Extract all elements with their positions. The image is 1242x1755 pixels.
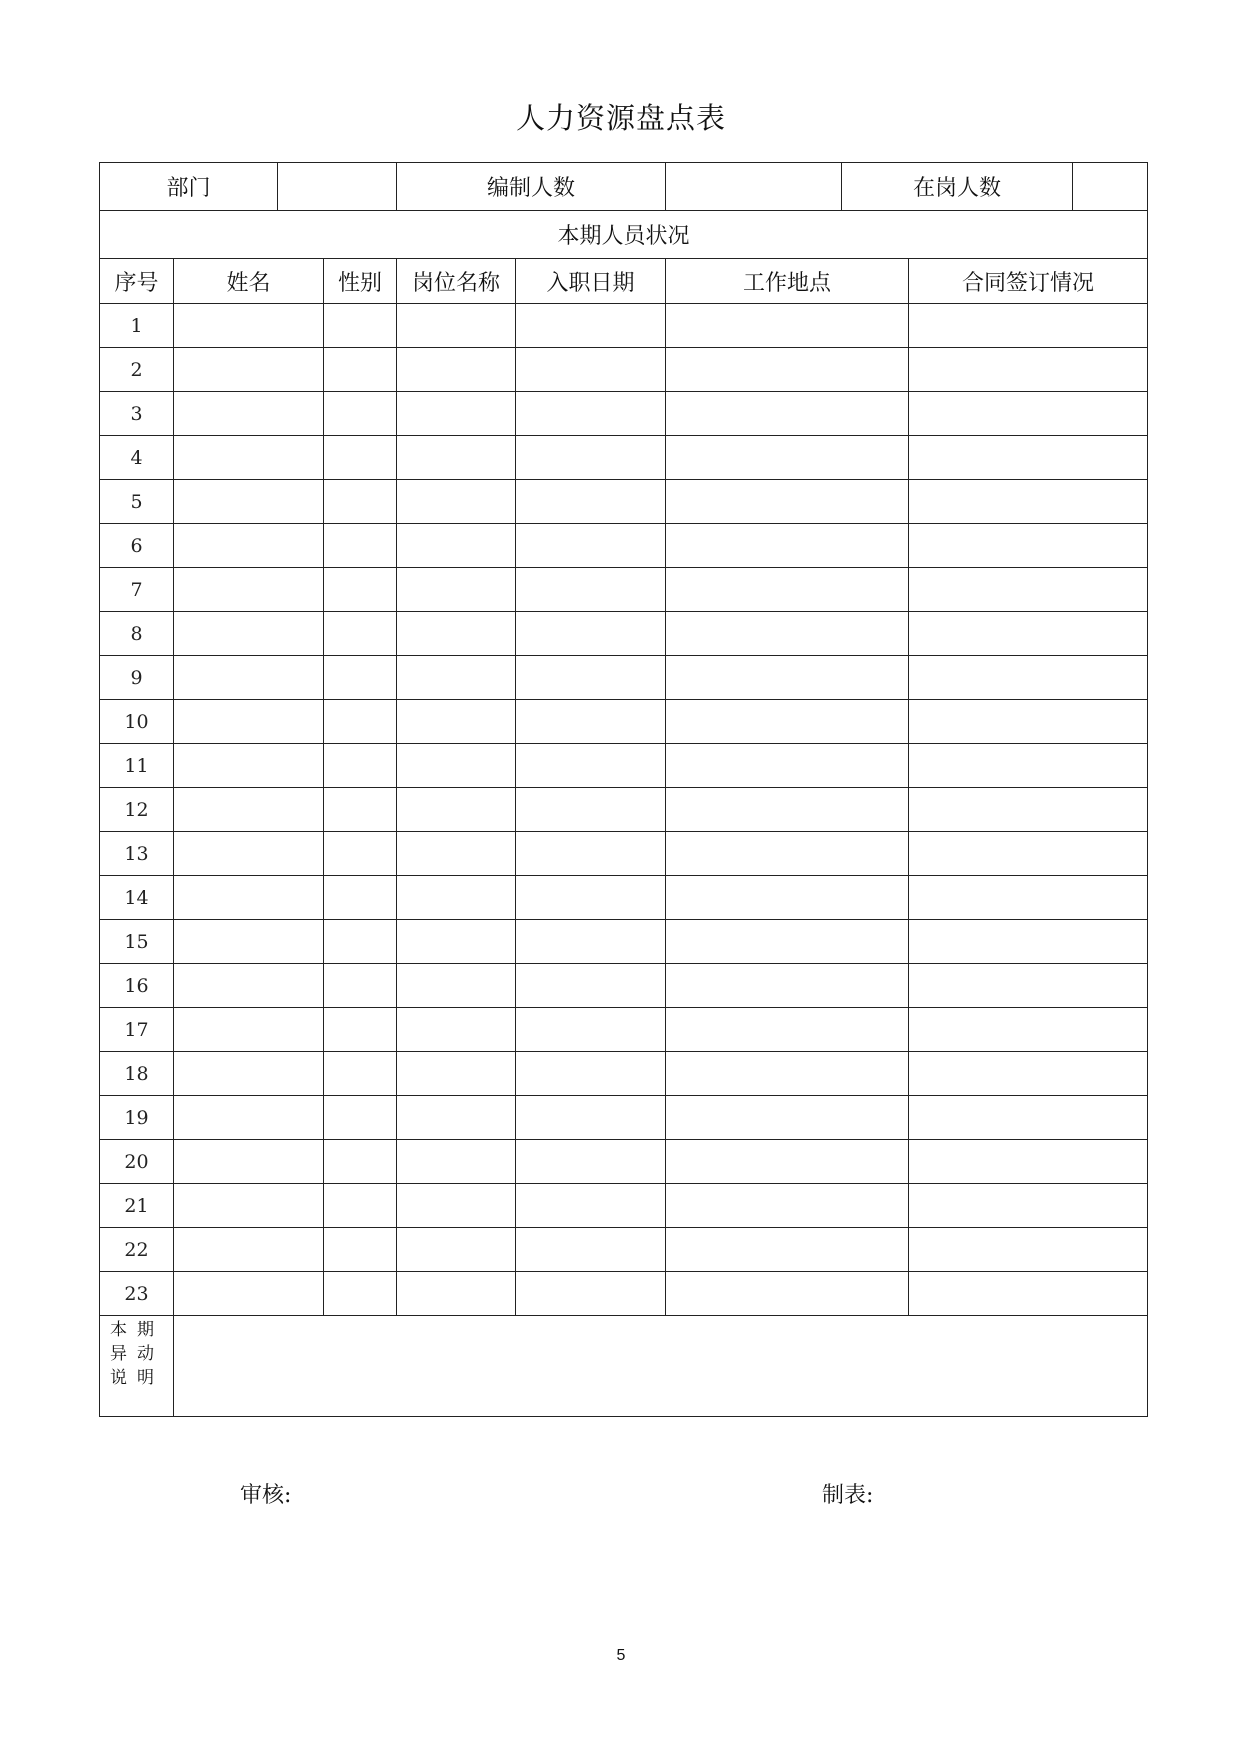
gender-cell[interactable] — [324, 744, 397, 788]
headcount-plan-label: 编制人数 — [397, 163, 666, 211]
notes-field[interactable] — [174, 1316, 1148, 1417]
document-title: 人力资源盘点表 — [515, 101, 726, 135]
gender-cell[interactable] — [324, 1184, 397, 1228]
row-number: 7 — [100, 568, 174, 612]
inventory-table — [99, 162, 1148, 1417]
row-number: 12 — [100, 788, 174, 832]
table-row — [100, 1184, 1148, 1228]
work-location-cell[interactable] — [666, 1096, 909, 1140]
name-cell[interactable] — [174, 832, 324, 876]
row-number: 16 — [100, 964, 174, 1008]
work-location-cell[interactable] — [666, 480, 909, 524]
header-row — [100, 163, 1148, 211]
gender-cell[interactable] — [324, 656, 397, 700]
table-row — [100, 524, 1148, 568]
column-header-hire-date: 入职日期 — [516, 259, 666, 304]
hire-date-cell[interactable] — [516, 1052, 666, 1096]
table-row — [100, 348, 1148, 392]
table-row — [100, 1140, 1148, 1184]
hire-date-cell[interactable] — [516, 568, 666, 612]
contract-status-cell[interactable] — [909, 788, 1148, 832]
gender-cell[interactable] — [324, 392, 397, 436]
on-duty-field[interactable] — [1073, 163, 1148, 211]
row-number: 1 — [100, 304, 174, 348]
gender-cell[interactable] — [324, 788, 397, 832]
table-row — [100, 744, 1148, 788]
name-cell[interactable] — [174, 1096, 324, 1140]
row-number: 14 — [100, 876, 174, 920]
contract-status-cell[interactable] — [909, 1272, 1148, 1316]
gender-cell[interactable] — [324, 480, 397, 524]
gender-cell[interactable] — [324, 1008, 397, 1052]
contract-status-cell[interactable] — [909, 1228, 1148, 1272]
gender-cell[interactable] — [324, 436, 397, 480]
gender-cell[interactable] — [324, 304, 397, 348]
row-number: 20 — [100, 1140, 174, 1184]
row-number: 3 — [100, 392, 174, 436]
table-row — [100, 876, 1148, 920]
column-header-name: 姓名 — [174, 259, 324, 304]
gender-cell[interactable] — [324, 920, 397, 964]
position-cell[interactable] — [397, 788, 516, 832]
row-number: 4 — [100, 436, 174, 480]
position-cell[interactable] — [397, 1140, 516, 1184]
name-cell[interactable] — [174, 964, 324, 1008]
position-cell[interactable] — [397, 1228, 516, 1272]
hire-date-cell[interactable] — [516, 348, 666, 392]
row-number: 9 — [100, 656, 174, 700]
contract-status-cell[interactable] — [909, 1184, 1148, 1228]
name-cell[interactable] — [174, 788, 324, 832]
table-row — [100, 700, 1148, 744]
work-location-cell[interactable] — [666, 568, 909, 612]
work-location-cell[interactable] — [666, 1228, 909, 1272]
position-cell[interactable] — [397, 656, 516, 700]
gender-cell[interactable] — [324, 612, 397, 656]
position-cell[interactable] — [397, 1096, 516, 1140]
gender-cell[interactable] — [324, 832, 397, 876]
work-location-cell[interactable] — [666, 920, 909, 964]
name-cell[interactable] — [174, 1184, 324, 1228]
position-cell[interactable] — [397, 612, 516, 656]
table-row — [100, 920, 1148, 964]
hire-date-cell[interactable] — [516, 480, 666, 524]
work-location-cell[interactable] — [666, 788, 909, 832]
gender-cell[interactable] — [324, 1272, 397, 1316]
review-signature-label: 审核: — [240, 1483, 292, 1508]
position-cell[interactable] — [397, 436, 516, 480]
table-row — [100, 436, 1148, 480]
hire-date-cell[interactable] — [516, 744, 666, 788]
row-number: 2 — [100, 348, 174, 392]
position-cell[interactable] — [397, 480, 516, 524]
hire-date-cell[interactable] — [516, 392, 666, 436]
contract-status-cell[interactable] — [909, 656, 1148, 700]
name-cell[interactable] — [174, 744, 324, 788]
row-number: 13 — [100, 832, 174, 876]
department-field[interactable] — [278, 163, 397, 211]
table-row — [100, 480, 1148, 524]
name-cell[interactable] — [174, 1272, 324, 1316]
contract-status-cell[interactable] — [909, 392, 1148, 436]
contract-status-cell[interactable] — [909, 744, 1148, 788]
hire-date-cell[interactable] — [516, 964, 666, 1008]
work-location-cell[interactable] — [666, 348, 909, 392]
row-number: 21 — [100, 1184, 174, 1228]
hire-date-cell[interactable] — [516, 1096, 666, 1140]
name-cell[interactable] — [174, 348, 324, 392]
contract-status-cell[interactable] — [909, 1052, 1148, 1096]
position-cell[interactable] — [397, 1272, 516, 1316]
gender-cell[interactable] — [324, 524, 397, 568]
gender-cell[interactable] — [324, 348, 397, 392]
gender-cell[interactable] — [324, 964, 397, 1008]
row-number: 15 — [100, 920, 174, 964]
on-duty-label: 在岗人数 — [842, 163, 1073, 211]
row-number: 5 — [100, 480, 174, 524]
hire-date-cell[interactable] — [516, 1184, 666, 1228]
name-cell[interactable] — [174, 480, 324, 524]
position-cell[interactable] — [397, 1184, 516, 1228]
row-number: 17 — [100, 1008, 174, 1052]
position-cell[interactable] — [397, 348, 516, 392]
contract-status-cell[interactable] — [909, 876, 1148, 920]
hire-date-cell[interactable] — [516, 1140, 666, 1184]
table-row — [100, 1096, 1148, 1140]
contract-status-cell[interactable] — [909, 1008, 1148, 1052]
row-number: 6 — [100, 524, 174, 568]
contract-status-cell[interactable] — [909, 700, 1148, 744]
column-header-index: 序号 — [100, 259, 174, 304]
gender-cell[interactable] — [324, 1052, 397, 1096]
contract-status-cell[interactable] — [909, 832, 1148, 876]
position-cell[interactable] — [397, 832, 516, 876]
headcount-plan-field[interactable] — [666, 163, 842, 211]
work-location-cell[interactable] — [666, 1184, 909, 1228]
work-location-cell[interactable] — [666, 656, 909, 700]
contract-status-cell[interactable] — [909, 1140, 1148, 1184]
work-location-cell[interactable] — [666, 1052, 909, 1096]
column-header-position: 岗位名称 — [397, 259, 516, 304]
work-location-cell[interactable] — [666, 1008, 909, 1052]
column-header-work-location: 工作地点 — [666, 259, 909, 304]
name-cell[interactable] — [174, 612, 324, 656]
name-cell[interactable] — [174, 436, 324, 480]
name-cell[interactable] — [174, 876, 324, 920]
name-cell[interactable] — [174, 920, 324, 964]
table-row — [100, 788, 1148, 832]
contract-status-cell[interactable] — [909, 964, 1148, 1008]
position-cell[interactable] — [397, 876, 516, 920]
name-cell[interactable] — [174, 1228, 324, 1272]
position-cell[interactable] — [397, 392, 516, 436]
column-header-gender: 性别 — [324, 259, 397, 304]
table-row — [100, 1008, 1148, 1052]
position-cell[interactable] — [397, 700, 516, 744]
section-title: 本期人员状况 — [100, 211, 1148, 259]
position-cell[interactable] — [397, 964, 516, 1008]
work-location-cell[interactable] — [666, 612, 909, 656]
table-row — [100, 304, 1148, 348]
row-number: 10 — [100, 700, 174, 744]
table-row — [100, 656, 1148, 700]
table-row — [100, 568, 1148, 612]
work-location-cell[interactable] — [666, 700, 909, 744]
table-row — [100, 1228, 1148, 1272]
notes-row — [100, 1316, 1148, 1417]
work-location-cell[interactable] — [666, 1272, 909, 1316]
work-location-cell[interactable] — [666, 392, 909, 436]
position-cell[interactable] — [397, 524, 516, 568]
hire-date-cell[interactable] — [516, 304, 666, 348]
name-cell[interactable] — [174, 700, 324, 744]
hire-date-cell[interactable] — [516, 524, 666, 568]
table-row — [100, 1272, 1148, 1316]
table-row — [100, 1052, 1148, 1096]
work-location-cell[interactable] — [666, 436, 909, 480]
prepared-by-label: 制表: — [822, 1483, 874, 1508]
name-cell[interactable] — [174, 1008, 324, 1052]
name-cell[interactable] — [174, 1140, 324, 1184]
gender-cell[interactable] — [324, 876, 397, 920]
row-number: 23 — [100, 1272, 174, 1316]
work-location-cell[interactable] — [666, 876, 909, 920]
department-label: 部门 — [100, 163, 278, 211]
hire-date-cell[interactable] — [516, 1008, 666, 1052]
hire-date-cell[interactable] — [516, 612, 666, 656]
work-location-cell[interactable] — [666, 524, 909, 568]
position-cell[interactable] — [397, 304, 516, 348]
work-location-cell[interactable] — [666, 744, 909, 788]
column-header-row — [100, 259, 1148, 304]
name-cell[interactable] — [174, 568, 324, 612]
table-row — [100, 832, 1148, 876]
work-location-cell[interactable] — [666, 304, 909, 348]
contract-status-cell[interactable] — [909, 436, 1148, 480]
contract-status-cell[interactable] — [909, 920, 1148, 964]
name-cell[interactable] — [174, 1052, 324, 1096]
notes-label: 本期异动说明 — [100, 1316, 174, 1417]
gender-cell[interactable] — [324, 1096, 397, 1140]
page-number: 5 — [616, 1647, 626, 1664]
hire-date-cell[interactable] — [516, 788, 666, 832]
position-cell[interactable] — [397, 1008, 516, 1052]
position-cell[interactable] — [397, 1052, 516, 1096]
hire-date-cell[interactable] — [516, 832, 666, 876]
contract-status-cell[interactable] — [909, 480, 1148, 524]
row-number: 22 — [100, 1228, 174, 1272]
row-number: 8 — [100, 612, 174, 656]
name-cell[interactable] — [174, 392, 324, 436]
position-cell[interactable] — [397, 920, 516, 964]
name-cell[interactable] — [174, 656, 324, 700]
name-cell[interactable] — [174, 304, 324, 348]
contract-status-cell[interactable] — [909, 304, 1148, 348]
contract-status-cell[interactable] — [909, 348, 1148, 392]
contract-status-cell[interactable] — [909, 524, 1148, 568]
gender-cell[interactable] — [324, 568, 397, 612]
hire-date-cell[interactable] — [516, 656, 666, 700]
row-number: 18 — [100, 1052, 174, 1096]
gender-cell[interactable] — [324, 1228, 397, 1272]
data-rows — [100, 304, 1148, 1316]
contract-status-cell[interactable] — [909, 612, 1148, 656]
contract-status-cell[interactable] — [909, 1096, 1148, 1140]
contract-status-cell[interactable] — [909, 568, 1148, 612]
hire-date-cell[interactable] — [516, 1272, 666, 1316]
table-row — [100, 612, 1148, 656]
hire-date-cell[interactable] — [516, 700, 666, 744]
row-number: 11 — [100, 744, 174, 788]
hire-date-cell[interactable] — [516, 920, 666, 964]
work-location-cell[interactable] — [666, 964, 909, 1008]
table-row — [100, 392, 1148, 436]
hire-date-cell[interactable] — [516, 436, 666, 480]
section-row — [100, 211, 1148, 259]
gender-cell[interactable] — [324, 700, 397, 744]
position-cell[interactable] — [397, 744, 516, 788]
row-number: 19 — [100, 1096, 174, 1140]
name-cell[interactable] — [174, 524, 324, 568]
work-location-cell[interactable] — [666, 1140, 909, 1184]
hire-date-cell[interactable] — [516, 876, 666, 920]
table-row — [100, 964, 1148, 1008]
hire-date-cell[interactable] — [516, 1228, 666, 1272]
position-cell[interactable] — [397, 568, 516, 612]
work-location-cell[interactable] — [666, 832, 909, 876]
column-header-contract-status: 合同签订情况 — [909, 259, 1148, 304]
gender-cell[interactable] — [324, 1140, 397, 1184]
